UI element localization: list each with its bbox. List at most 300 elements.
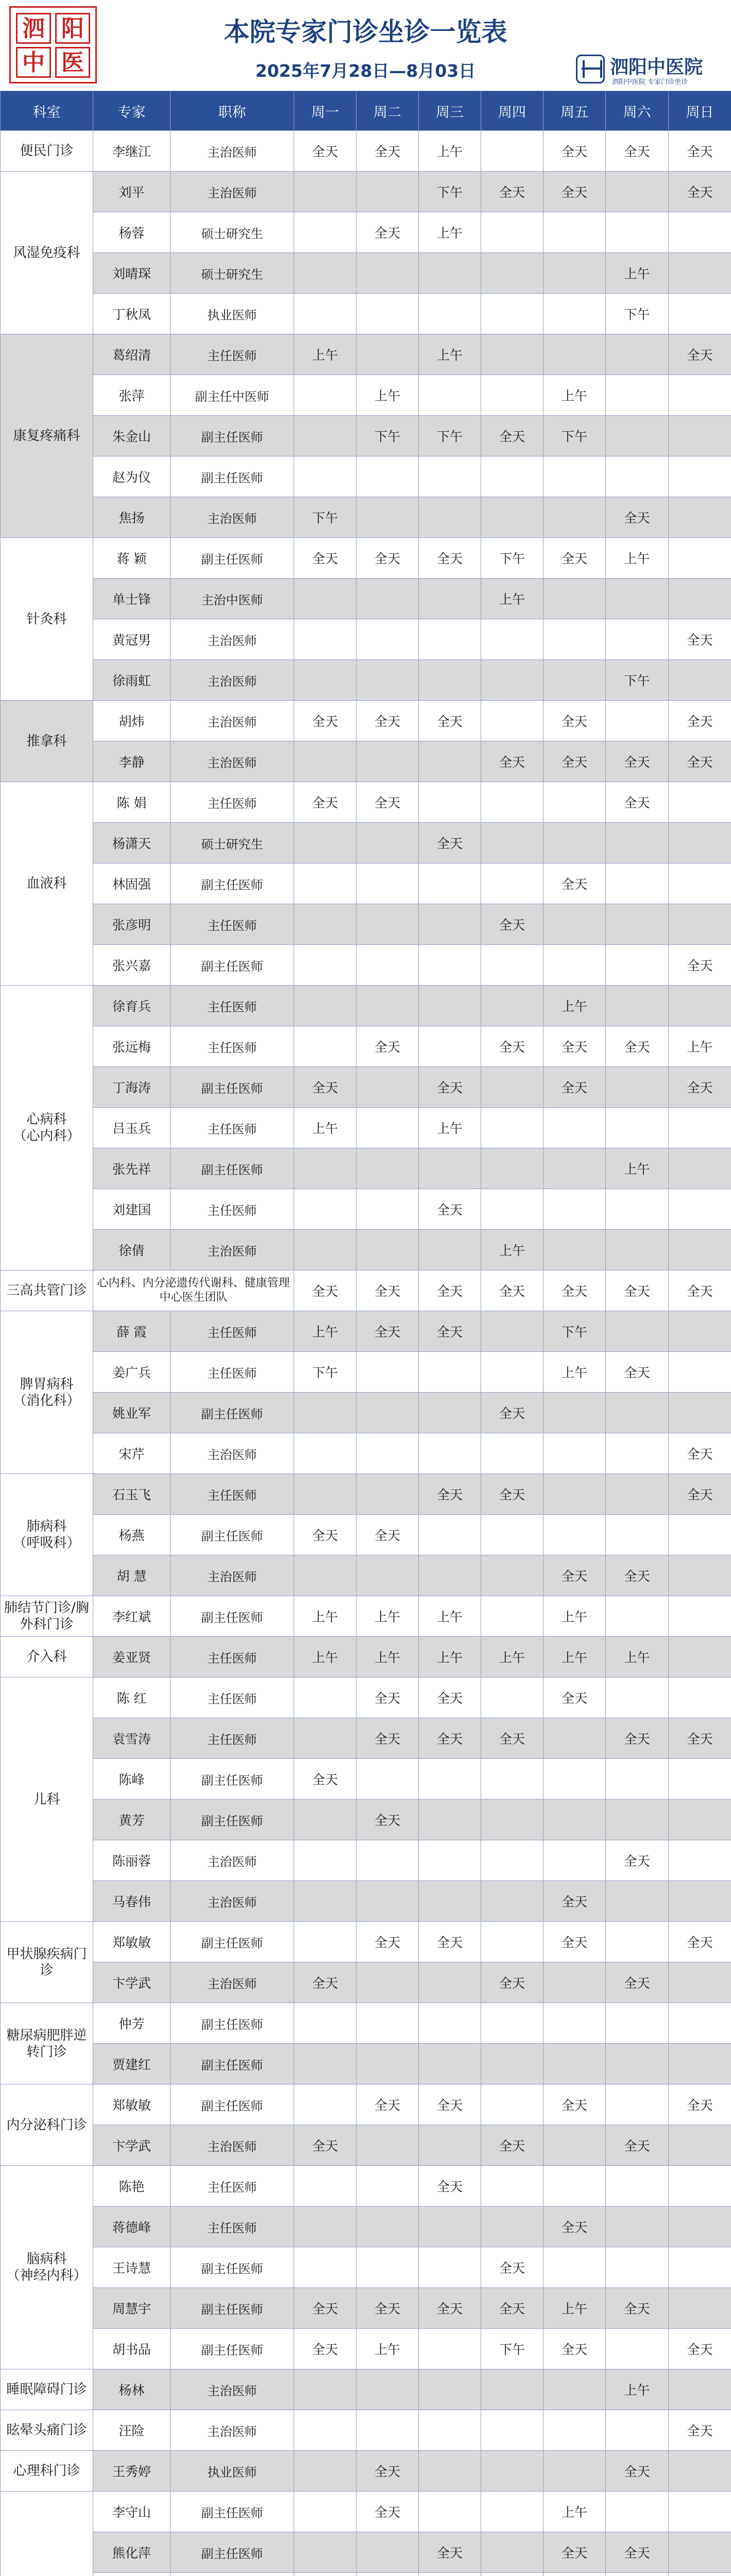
- table-row: [1, 2451, 731, 2492]
- schedule-slot: [419, 945, 481, 986]
- schedule-slot: 上午: [419, 1596, 481, 1637]
- schedule-slot: [419, 2492, 481, 2532]
- schedule-slot: 全天: [294, 782, 356, 823]
- schedule-slot: [543, 1393, 606, 1433]
- schedule-slot: 全天: [356, 701, 419, 741]
- doctor-title: 主治医师: [171, 1840, 294, 1881]
- schedule-slot: 全天: [543, 2084, 606, 2125]
- department-cell: 介入科: [1, 1637, 93, 1677]
- doctor-name: 刘晴琛: [93, 253, 171, 294]
- schedule-slot: [543, 212, 606, 253]
- schedule-slot: [419, 1352, 481, 1393]
- schedule-slot: [294, 1433, 356, 1474]
- schedule-slot: 全天: [543, 1026, 606, 1067]
- table-row: [1, 579, 731, 619]
- schedule-slot: [481, 2410, 543, 2451]
- schedule-slot: [356, 1067, 419, 1108]
- schedule-slot: [356, 1759, 419, 1800]
- column-header: 科室: [1, 91, 93, 131]
- schedule-slot: [606, 2410, 669, 2451]
- schedule-slot: 全天: [294, 2125, 356, 2166]
- schedule-slot: 全天: [356, 1515, 419, 1555]
- table-row: [1, 823, 731, 863]
- department-cell: 脾胃病科 （消化科）: [1, 1311, 93, 1474]
- doctor-name: 蒋 颖: [93, 538, 171, 579]
- table-row: [1, 1759, 731, 1800]
- doctor-title: 主治医师: [171, 741, 294, 782]
- table-row: [1, 2125, 731, 2166]
- department-cell: 糖尿病肥胖逆转门诊: [1, 2003, 93, 2084]
- schedule-slot: [356, 2003, 419, 2044]
- schedule-slot: [419, 2207, 481, 2247]
- schedule-slot: [543, 1474, 606, 1515]
- schedule-slot: [419, 579, 481, 619]
- schedule-slot: 全天: [481, 416, 543, 456]
- schedule-slot: [606, 1677, 669, 1718]
- doctor-name: 胡 慧: [93, 1555, 171, 1596]
- doctor-title: 副主任医师: [171, 2044, 294, 2084]
- schedule-slot: [419, 2329, 481, 2369]
- schedule-slot: [669, 1148, 731, 1189]
- doctor-title: 主治医师: [171, 701, 294, 741]
- schedule-slot: [481, 497, 543, 538]
- doctor-name: 周慧宇: [93, 2288, 171, 2329]
- schedule-slot: 全天: [543, 172, 606, 212]
- schedule-slot: [481, 863, 543, 904]
- schedule-slot: [294, 375, 356, 416]
- doctor-name: 熊化萍: [93, 2532, 171, 2573]
- schedule-slot: 全天: [543, 131, 606, 172]
- schedule-slot: [481, 2044, 543, 2084]
- schedule-slot: [669, 1800, 731, 1840]
- schedule-slot: [356, 497, 419, 538]
- hospital-icon: [576, 55, 605, 83]
- schedule-slot: [481, 986, 543, 1026]
- schedule-slot: [606, 1800, 669, 1840]
- schedule-slot: 下午: [419, 416, 481, 456]
- doctor-title: 副主任医师: [171, 2247, 294, 2288]
- doctor-name: 姚业军: [93, 1393, 171, 1433]
- schedule-slot: [669, 1189, 731, 1230]
- doctor-title: 副主任医师: [171, 1922, 294, 1962]
- doctor-name: 刘建国: [93, 1189, 171, 1230]
- schedule-slot: [481, 131, 543, 172]
- doctor-title: 硕士研究生: [171, 212, 294, 253]
- schedule-slot: 全天: [294, 1515, 356, 1555]
- doctor-name: 张彦明: [93, 904, 171, 945]
- schedule-slot: [419, 619, 481, 660]
- schedule-slot: 上午: [356, 1596, 419, 1637]
- schedule-slot: [606, 1189, 669, 1230]
- table-row: [1, 1637, 731, 1677]
- table-row: [1, 2369, 731, 2410]
- schedule-slot: [606, 1108, 669, 1148]
- page-header: [0, 0, 731, 91]
- schedule-slot: 全天: [606, 2532, 669, 2573]
- schedule-slot: [669, 1596, 731, 1637]
- schedule-slot: 全天: [294, 701, 356, 741]
- doctor-title: 主治医师: [171, 2410, 294, 2451]
- schedule-slot: 下午: [481, 538, 543, 579]
- schedule-slot: 下午: [606, 660, 669, 701]
- schedule-slot: [419, 2369, 481, 2410]
- schedule-slot: [606, 904, 669, 945]
- schedule-slot: [669, 1840, 731, 1881]
- schedule-slot: [543, 2125, 606, 2166]
- schedule-slot: 全天: [294, 1759, 356, 1800]
- schedule-slot: 全天: [419, 823, 481, 863]
- doctor-title: 副主任医师: [171, 2288, 294, 2329]
- doctor-title: [171, 2573, 294, 2576]
- schedule-slot: 全天: [356, 782, 419, 823]
- table-row: [1, 1108, 731, 1148]
- schedule-slot: [481, 619, 543, 660]
- doctor-name: 刘平: [93, 172, 171, 212]
- doctor-title: 副主任医师: [171, 1759, 294, 1800]
- schedule-slot: [543, 1515, 606, 1555]
- schedule-slot: [669, 2003, 731, 2044]
- schedule-slot: [356, 579, 419, 619]
- schedule-slot: [419, 2451, 481, 2492]
- schedule-slot: [669, 1962, 731, 2003]
- doctor-name: 王诗慧: [93, 2247, 171, 2288]
- schedule-slot: [606, 375, 669, 416]
- schedule-slot: 全天: [356, 538, 419, 579]
- schedule-slot: 全天: [481, 904, 543, 945]
- schedule-slot: [356, 1148, 419, 1189]
- schedule-slot: [606, 2166, 669, 2207]
- schedule-slot: [356, 172, 419, 212]
- doctor-name: 李红斌: [93, 1596, 171, 1637]
- schedule-slot: 上午: [294, 334, 356, 375]
- schedule-slot: [419, 2003, 481, 2044]
- schedule-slot: [606, 1311, 669, 1352]
- schedule-slot: 全天: [419, 2532, 481, 2573]
- doctor-title: 主任医师: [171, 1108, 294, 1148]
- table-row: [1, 2288, 731, 2329]
- doctor-title: 副主任中医师: [171, 375, 294, 416]
- doctor-title: 主任医师: [171, 904, 294, 945]
- schedule-slot: 上午: [606, 1637, 669, 1677]
- doctor-name: 卞学武: [93, 1962, 171, 2003]
- department-cell: 内分泌科门诊: [1, 2084, 93, 2166]
- table-row: [1, 1515, 731, 1555]
- schedule-slot: [294, 1718, 356, 1759]
- department-cell: [1, 2492, 93, 2576]
- schedule-slot: [294, 823, 356, 863]
- schedule-slot: [419, 1515, 481, 1555]
- schedule-slot: [356, 904, 419, 945]
- doctor-name: 丁海涛: [93, 1067, 171, 1108]
- schedule-slot: [543, 782, 606, 823]
- schedule-slot: [294, 2247, 356, 2288]
- schedule-slot: [294, 2166, 356, 2207]
- table-row: [1, 782, 731, 823]
- schedule-slot: [669, 2125, 731, 2166]
- table-row: [1, 294, 731, 334]
- doctor-name: 陈丽蓉: [93, 1840, 171, 1881]
- schedule-slot: [606, 2573, 669, 2576]
- schedule-slot: [294, 863, 356, 904]
- doctor-name: 张兴嘉: [93, 945, 171, 986]
- doctor-title: 主治医师: [171, 1433, 294, 1474]
- schedule-slot: 全天: [669, 741, 731, 782]
- schedule-slot: [481, 701, 543, 741]
- schedule-slot: [419, 1840, 481, 1881]
- doctor-name: 徐育兵: [93, 986, 171, 1026]
- schedule-slot: 全天: [356, 1677, 419, 1718]
- schedule-slot: 全天: [419, 1922, 481, 1962]
- doctor-name: 宋芹: [93, 1433, 171, 1474]
- schedule-slot: [294, 456, 356, 497]
- column-header: 周六: [606, 91, 669, 131]
- schedule-slot: [543, 823, 606, 863]
- doctor-title: 主任医师: [171, 1189, 294, 1230]
- schedule-slot: 全天: [356, 131, 419, 172]
- column-header: 周日: [669, 91, 731, 131]
- schedule-slot: [669, 986, 731, 1026]
- column-header: 周一: [294, 91, 356, 131]
- schedule-slot: [419, 1026, 481, 1067]
- schedule-slot: 上午: [543, 1637, 606, 1677]
- schedule-slot: [543, 1189, 606, 1230]
- schedule-slot: [669, 456, 731, 497]
- table-row: [1, 1596, 731, 1637]
- date-range: 2025年7月28日—8月03日: [255, 61, 476, 81]
- schedule-slot: 全天: [543, 1677, 606, 1718]
- schedule-slot: 全天: [356, 2492, 419, 2532]
- schedule-slot: 下午: [543, 416, 606, 456]
- schedule-slot: [356, 334, 419, 375]
- schedule-slot: 全天: [481, 1474, 543, 1515]
- schedule-slot: [606, 2329, 669, 2369]
- column-header: 职称: [171, 91, 294, 131]
- schedule-slot: 上午: [543, 2288, 606, 2329]
- table-row: [1, 1026, 731, 1067]
- doctor-name: 黄芳: [93, 1800, 171, 1840]
- schedule-slot: 上午: [606, 1148, 669, 1189]
- schedule-slot: 全天: [669, 1270, 731, 1311]
- doctor-name: 郑敏敏: [93, 2084, 171, 2125]
- schedule-slot: [294, 416, 356, 456]
- schedule-slot: [481, 456, 543, 497]
- schedule-slot: [669, 579, 731, 619]
- schedule-slot: [606, 1922, 669, 1962]
- schedule-slot: 全天: [606, 2288, 669, 2329]
- schedule-slot: 全天: [606, 1555, 669, 1596]
- schedule-slot: [481, 2084, 543, 2125]
- table-row: [1, 2084, 731, 2125]
- schedule-slot: [294, 1393, 356, 1433]
- schedule-slot: 全天: [356, 1800, 419, 1840]
- doctor-name: 单士锋: [93, 579, 171, 619]
- schedule-slot: 全天: [669, 334, 731, 375]
- schedule-slot: [543, 2166, 606, 2207]
- schedule-slot: 全天: [481, 2288, 543, 2329]
- schedule-slot: 全天: [481, 1718, 543, 1759]
- doctor-name: 李静: [93, 741, 171, 782]
- column-header: 专家: [93, 91, 171, 131]
- doctor-title: 副主任医师: [171, 1800, 294, 1840]
- doctor-title: 主治医师: [171, 1881, 294, 1922]
- schedule-slot: [356, 2207, 419, 2247]
- doctor-title: 副主任医师: [171, 1067, 294, 1108]
- schedule-slot: 全天: [356, 1922, 419, 1962]
- schedule-slot: 上午: [481, 1230, 543, 1270]
- schedule-slot: [419, 1433, 481, 1474]
- doctor-title: 主治医师: [171, 497, 294, 538]
- doctor-title: 主治医师: [171, 660, 294, 701]
- schedule-slot: 全天: [419, 538, 481, 579]
- schedule-slot: [543, 2410, 606, 2451]
- doctor-name: 胡书品: [93, 2329, 171, 2369]
- schedule-slot: 全天: [419, 1067, 481, 1108]
- schedule-slot: [419, 782, 481, 823]
- schedule-slot: [481, 334, 543, 375]
- schedule-slot: [419, 741, 481, 782]
- schedule-slot: [669, 2369, 731, 2410]
- schedule-slot: [419, 456, 481, 497]
- schedule-slot: 全天: [543, 2532, 606, 2573]
- schedule-slot: [543, 660, 606, 701]
- schedule-slot: 全天: [543, 538, 606, 579]
- table-row: [1, 1067, 731, 1108]
- schedule-slot: 全天: [669, 1474, 731, 1515]
- doctor-name: 朱金山: [93, 416, 171, 456]
- schedule-slot: [669, 1637, 731, 1677]
- doctor-title: 副主任医师: [171, 416, 294, 456]
- table-row: [1, 863, 731, 904]
- table-row: [1, 172, 731, 212]
- schedule-slot: 全天: [356, 1270, 419, 1311]
- schedule-slot: [294, 1230, 356, 1270]
- schedule-slot: 上午: [294, 1596, 356, 1637]
- schedule-slot: [606, 2003, 669, 2044]
- table-row: [1, 986, 731, 1026]
- doctor-title: 副主任医师: [171, 2084, 294, 2125]
- doctor-title: 副主任医师: [171, 538, 294, 579]
- schedule-slot: [669, 2532, 731, 2573]
- schedule-slot: [543, 1759, 606, 1800]
- schedule-slot: [356, 1433, 419, 1474]
- schedule-slot: [543, 497, 606, 538]
- schedule-slot: [419, 1881, 481, 1922]
- schedule-slot: [481, 1922, 543, 1962]
- table-row: [1, 1800, 731, 1840]
- schedule-table: [0, 91, 731, 2576]
- schedule-slot: 上午: [356, 375, 419, 416]
- schedule-slot: [294, 1555, 356, 1596]
- department-cell: 眩晕头痛门诊: [1, 2410, 93, 2451]
- schedule-slot: 全天: [543, 2207, 606, 2247]
- table-row: [1, 1148, 731, 1189]
- schedule-slot: [669, 2492, 731, 2532]
- schedule-slot: [356, 1393, 419, 1433]
- schedule-slot: [606, 2492, 669, 2532]
- department-cell: 睡眠障碍门诊: [1, 2369, 93, 2410]
- schedule-slot: [669, 660, 731, 701]
- schedule-slot: [294, 986, 356, 1026]
- schedule-slot: 全天: [606, 2451, 669, 2492]
- table-row: [1, 904, 731, 945]
- doctor-name: 仲芳: [93, 2003, 171, 2044]
- schedule-slot: 全天: [606, 1840, 669, 1881]
- schedule-slot: [543, 2247, 606, 2288]
- schedule-slot: 全天: [481, 1026, 543, 1067]
- table-row: [1, 1433, 731, 1474]
- doctor-name: 赵为仪: [93, 456, 171, 497]
- schedule-slot: 上午: [543, 1352, 606, 1393]
- schedule-slot: 全天: [606, 1718, 669, 1759]
- schedule-slot: [356, 863, 419, 904]
- schedule-slot: 上午: [543, 986, 606, 1026]
- schedule-slot: 全天: [543, 741, 606, 782]
- doctor-title: 副主任医师: [171, 2329, 294, 2369]
- doctor-name: 陈 娟: [93, 782, 171, 823]
- schedule-slot: [356, 1555, 419, 1596]
- schedule-slot: [419, 497, 481, 538]
- doctor-title: 副主任医师: [171, 863, 294, 904]
- schedule-slot: [543, 2003, 606, 2044]
- table-row: [1, 538, 731, 579]
- schedule-slot: 上午: [543, 2492, 606, 2532]
- doctor-name: 袁雪涛: [93, 1718, 171, 1759]
- doctor-name: 张先祥: [93, 1148, 171, 1189]
- schedule-slot: 全天: [419, 2166, 481, 2207]
- schedule-slot: [606, 1515, 669, 1555]
- schedule-slot: 上午: [606, 538, 669, 579]
- schedule-slot: [356, 253, 419, 294]
- table-row: [1, 2410, 731, 2451]
- schedule-slot: [669, 538, 731, 579]
- schedule-slot: [294, 1474, 356, 1515]
- schedule-slot: 全天: [356, 1718, 419, 1759]
- schedule-slot: [419, 1393, 481, 1433]
- schedule-slot: [356, 2125, 419, 2166]
- schedule-slot: [606, 2247, 669, 2288]
- schedule-slot: 上午: [356, 2329, 419, 2369]
- schedule-slot: 全天: [543, 1922, 606, 1962]
- schedule-slot: [543, 1433, 606, 1474]
- column-header: 周五: [543, 91, 606, 131]
- table-row: [1, 701, 731, 741]
- table-row: [1, 2044, 731, 2084]
- schedule-slot: [669, 1108, 731, 1148]
- schedule-slot: [543, 2044, 606, 2084]
- schedule-slot: [669, 782, 731, 823]
- schedule-slot: 全天: [356, 1026, 419, 1067]
- doctor-title: 硕士研究生: [171, 253, 294, 294]
- table-row: [1, 1311, 731, 1352]
- schedule-slot: 下午: [294, 1352, 356, 1393]
- schedule-slot: [669, 1515, 731, 1555]
- schedule-slot: [481, 2492, 543, 2532]
- schedule-slot: 全天: [294, 1067, 356, 1108]
- schedule-slot: [481, 2369, 543, 2410]
- doctor-name: 姜广兵: [93, 1352, 171, 1393]
- schedule-slot: 全天: [419, 1311, 481, 1352]
- schedule-slot: [481, 2003, 543, 2044]
- table-row: [1, 1189, 731, 1230]
- schedule-slot: 下午: [419, 172, 481, 212]
- schedule-slot: 全天: [419, 1270, 481, 1311]
- schedule-slot: [481, 1189, 543, 1230]
- schedule-slot: [419, 2247, 481, 2288]
- schedule-slot: [543, 1800, 606, 1840]
- schedule-slot: 下午: [481, 2329, 543, 2369]
- table-row: [1, 1393, 731, 1433]
- doctor-title: 副主任医师: [171, 2492, 294, 2532]
